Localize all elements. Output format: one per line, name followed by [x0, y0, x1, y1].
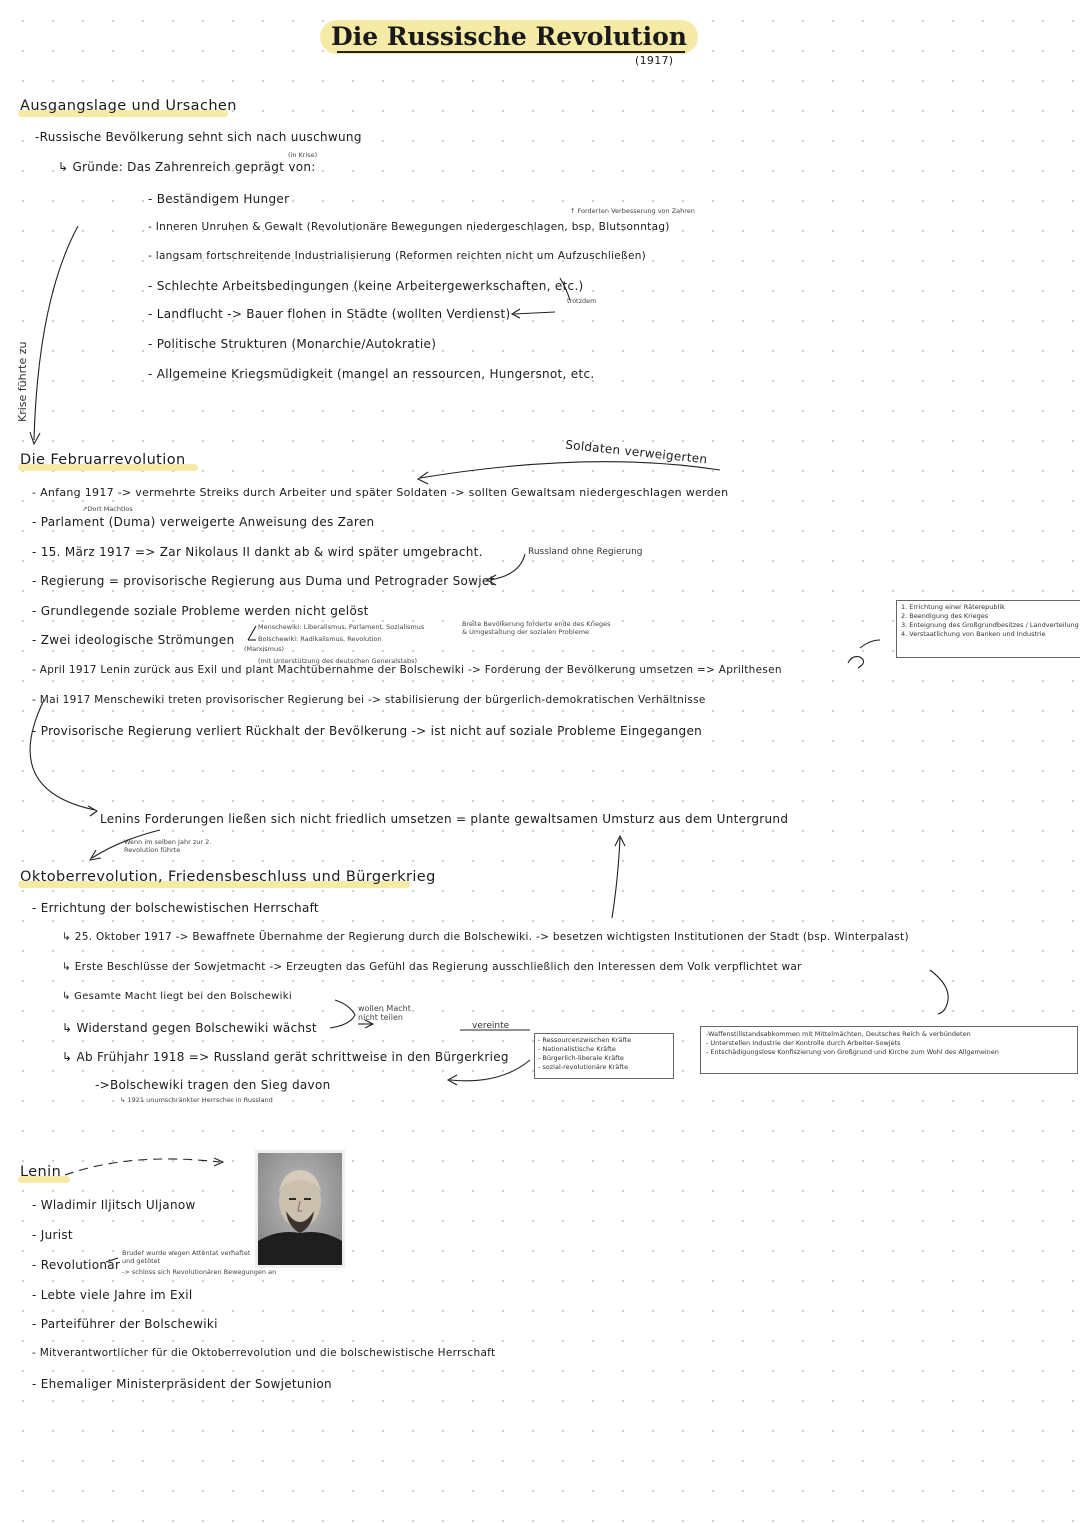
s4-item: - Ehemaliger Ministerpräsident der Sowjetunion: [32, 1377, 332, 1391]
s2-note-lenins: Wenn im selben Jahr zur 2. Revolution führte: [124, 838, 212, 854]
s3-result: ->Bolschewiki tragen den Sieg davon: [95, 1078, 331, 1092]
s4-item: - Lebte viele Jahre im Exil: [32, 1288, 193, 1302]
s2-note-duma: ↗Dort Machtlos: [82, 505, 133, 513]
s3-item: ↳ Widerstand gegen Bolschewiki wächst: [62, 1021, 317, 1035]
section-heading-oktoberrevolution: Oktoberrevolution, Friedensbeschluss und Bürgerkrieg: [20, 869, 436, 885]
s1-note-trotzdem: trotzdem: [567, 297, 597, 305]
s4-item: - Revolutionär: [32, 1258, 121, 1272]
s1-item: - Allgemeine Kriegsmüdigkeit (mangel an ressourcen, Hungersnot, etc.: [148, 367, 595, 381]
s2-note-ohne-regierung: Russland ohne Regierung: [528, 547, 643, 557]
s3-note-vereinte: vereinte: [472, 1021, 510, 1031]
aprilthese: 2. Beendigung des Krieges: [901, 612, 989, 620]
title-year: (1917): [635, 54, 674, 67]
s2-item: - Zwei ideologische Strömungen: [32, 633, 235, 647]
s3-note-macht: wollen Macht nicht teilen: [358, 1004, 411, 1022]
s1-item: - Schlechte Arbeitsbedingungen (keine Arbeitergewerkschaften, etc.): [148, 279, 584, 293]
s3-item: ↳ Gesamte Macht liegt bei den Bolschewiki: [62, 991, 292, 1002]
s1-note-krise: (in Krise): [288, 151, 318, 159]
s2-item: - Provisorische Regierung verliert Rückhalt der Bevölkerung -> ist nicht auf soziale Probleme Eingegangen: [32, 724, 703, 738]
s3-line1: - Errichtung der bolschewistischen Herrschaft: [32, 901, 319, 915]
s2-lenins-forderungen: Lenins Forderungen ließen sich nicht friedlich umsetzen = plante gewaltsamen Umsturz aus dem Untergrund: [100, 812, 789, 826]
s3-item: ↳ Erste Beschlüsse der Sowjetmacht -> Erzeugten das Gefühl das Regierung ausschließlich den Interessen dem Volk verpflichtet war: [62, 961, 802, 973]
aprilthese: 3. Enteignung des Großgrundbesitzes / Landverteilung: [901, 621, 1079, 629]
s4-item: - Jurist: [32, 1228, 73, 1242]
s2-item: - Mai 1917 Menschewiki treten provisorischer Regierung bei -> stabilisierung der bürgerlich-demokratischen Verhältnisse: [32, 694, 706, 706]
s2-item: - Grundlegende soziale Probleme werden nicht gelöst: [32, 604, 369, 618]
s2-note-exil: (mit Unterstützung des deutschen Generalstabs): [258, 657, 418, 665]
force-item: - Ressourcenzwischen Kräfte: [538, 1036, 632, 1044]
s2-note-stroemung-1: Menschewiki: Liberalismus, Parlament, Sozialismus: [258, 623, 425, 631]
page-title: Die Russische Revolution: [331, 22, 687, 51]
s2-soldaten-note: Soldaten verweigerten: [564, 437, 708, 467]
section-heading-lenin: Lenin: [20, 1164, 62, 1180]
s1-item: - Politische Strukturen (Monarchie/Autokratie): [148, 337, 437, 351]
s3-item: ↳ Ab Frühjahr 1918 => Russland gerät schrittweise in den Bürgerkrieg: [62, 1050, 509, 1064]
aprilthese: 4. Verstaatlichung von Banken und Industrie: [901, 630, 1046, 638]
force-item: - Bürgerlich-liberale Kräfte: [538, 1054, 624, 1062]
s2-note-stroemung-2: Bolschewiki: Radikalismus, Revolution: [258, 635, 382, 643]
s2-item: - Anfang 1917 -> vermehrte Streiks durch Arbeiter und später Soldaten -> sollten Gewaltsam niedergeschlagen werden: [32, 486, 729, 499]
aprilthese: 1. Errichtung einer Räterepublik: [901, 603, 1005, 611]
beschluss-item: - Unterstellen Industrie der Kontrolle durch Arbeiter-Sowjets: [706, 1039, 901, 1047]
s1-item: - Inneren Unruhen & Gewalt (Revolutionäre Bewegungen niedergeschlagen, bsp. Blutsonntag): [148, 221, 670, 233]
s2-item: - Regierung = provisorische Regierung aus Duma und Petrograder Sowjet: [32, 574, 495, 588]
s4-item: - Mitverantwortlicher für die Oktoberrevolution und die bolschewistische Herrschaft: [32, 1347, 496, 1359]
s4-note-rev-2: -> schloss sich Revolutionären Bewegungen an: [122, 1268, 277, 1276]
s1-note-forderten: ↑ Forderten Verbesserung von Zahren: [570, 207, 695, 215]
s2-item: - Parlament (Duma) verweigerte Anweisung des Zaren: [32, 515, 375, 529]
s1-item: - Beständigem Hunger: [148, 192, 290, 206]
arrow-krise: [34, 226, 78, 440]
s1-side-label: Krise führte zu: [16, 341, 29, 422]
s2-note-stroemung-4: Breite Bevölkerung forderte ende des Krieges & Umgestaltung der sozialen Probleme: [462, 620, 611, 636]
s3-item: ↳ 25. Oktober 1917 -> Bewaffnete Übernahme der Regierung durch die Bolschewiki. -> besetzen wichtigsten Institutionen der Stadt (bsp. Winterpalast): [62, 931, 909, 943]
beschluss-item: -Waffenstillstandsabkommen mit Mittelmächten, Deutsches Reich & verbündeten: [706, 1030, 971, 1038]
s2-note-stroemung-3: (Marxismus): [244, 645, 285, 653]
s1-line1: -Russische Bevölkerung sehnt sich nach uuschwung: [35, 130, 362, 144]
section-heading-ausgangslage: Ausgangslage und Ursachen: [20, 98, 237, 114]
s1-item: - langsam fortschreitende Industrialisierung (Reformen reichten nicht um Aufzuschließen): [148, 250, 647, 262]
s3-note-result: ↳ 1921 unumschränkter Herrscher in Russland: [120, 1096, 273, 1104]
s4-note-rev-1: Bruder wurde wegen Attentat verhaftet und getötet: [122, 1249, 251, 1265]
s1-line2: ↳ Gründe: Das Zahrenreich geprägt von:: [58, 160, 316, 174]
s2-item: - 15. März 1917 => Zar Nikolaus II dankt ab & wird später umgebracht.: [32, 545, 483, 559]
force-item: - Nationalistische Kräfte: [538, 1045, 616, 1053]
section-heading-februarrevolution: Die Februarrevolution: [20, 452, 186, 468]
s2-item: - April 1917 Lenin zurück aus Exil und plant Machtübernahme der Bolschewiki -> Forderung der Bevölkerung umsetzen => Aprilthesen: [32, 664, 782, 676]
s4-item: - Wladimir Iljitsch Uljanow: [32, 1198, 196, 1212]
s4-item: - Parteiführer der Bolschewiki: [32, 1317, 218, 1331]
beschluss-item: - Entschädigungslose Konfiszierung von Großgrund und Kirche zum Wohl des Allgemeinen: [706, 1048, 999, 1056]
s1-item: - Landflucht -> Bauer flohen in Städte (wollten Verdienst): [148, 307, 511, 321]
force-item: - sozial-revolutionäre Kräfte: [538, 1063, 629, 1071]
